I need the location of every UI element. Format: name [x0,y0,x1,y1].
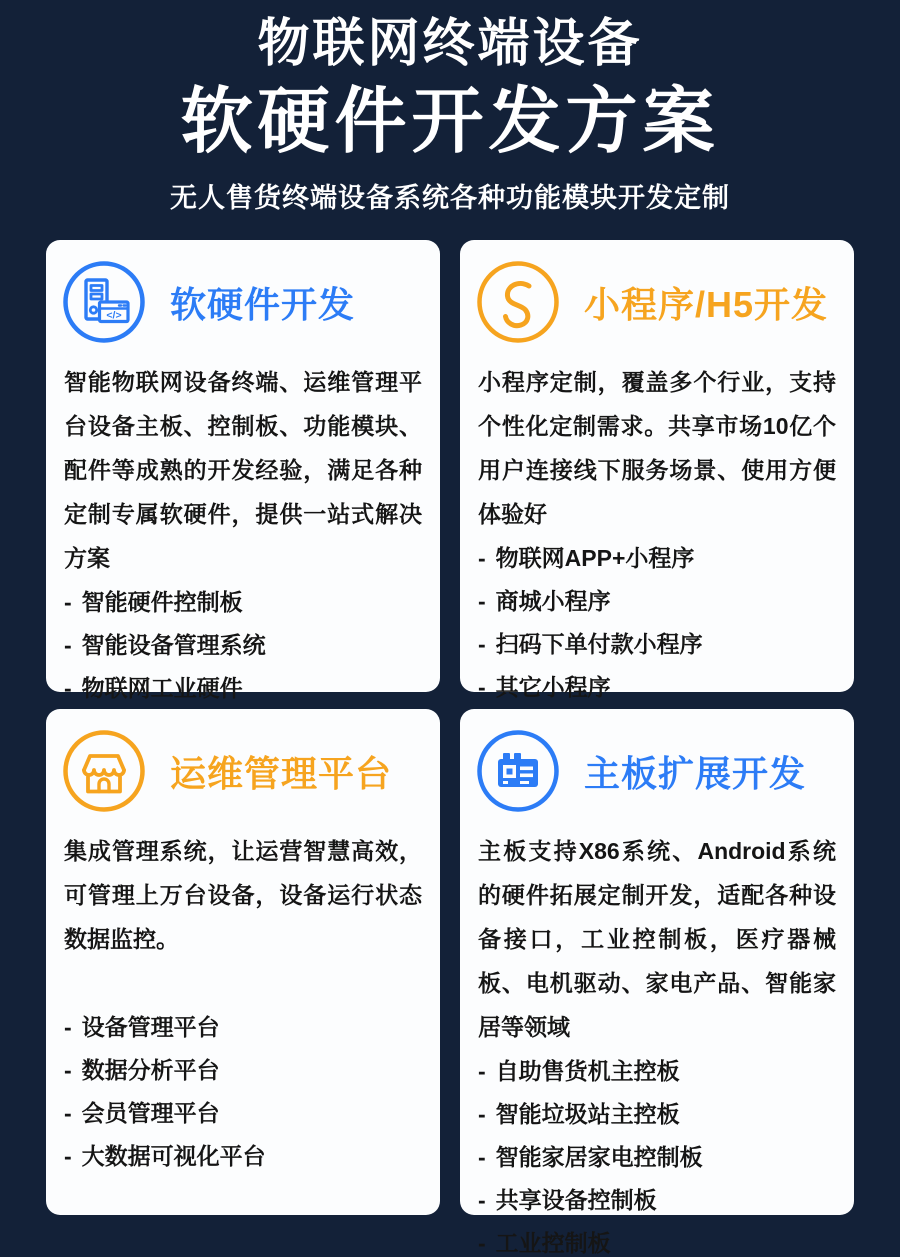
list-item [64,1099,422,1127]
list-item [478,630,836,658]
list-item [64,1056,422,1084]
bullet-dash: - [64,1057,72,1083]
list-item [478,1143,836,1171]
card-header [62,260,424,344]
list-item-label: 会员管理平台 [81,1100,220,1126]
card-title: 小程序/H5开发 [584,283,829,325]
list-item-label: 数据分析平台 [81,1057,220,1083]
card-mainboard-expansion-dev [460,709,854,1256]
list-item-label: 智能硬件控制板 [81,589,243,615]
list-item-label: 共享设备控制板 [495,1187,657,1213]
bullet-dash: - [64,632,72,658]
bullet-dash: - [478,545,486,571]
storefront-icon [62,729,146,813]
list-item-label: 自助售货机主控板 [495,1058,680,1084]
list-item [478,1100,836,1128]
list-item-label: 扫码下单付款小程序 [495,631,703,657]
bullet-dash: - [478,588,486,614]
list-item-label: 工业控制板 [495,1230,611,1256]
feature-list [476,1057,838,1257]
list-item [64,1013,422,1041]
card-description: 智能物联网设备终端、运维管理平台设备主板、控制板、功能模块、配件等成熟的开发经验，满足各种定制专属软硬件，提供一站式解决方案 [64,369,422,571]
list-item-label: 物联网工业硬件 [81,675,243,701]
hero-header [0,0,900,214]
bullet-dash: - [478,1187,486,1213]
bullet-dash: - [64,1014,72,1040]
feature-list [62,1013,424,1170]
card-miniprogram-h5-dev [460,240,854,700]
list-item-label: 智能垃圾站主控板 [495,1101,680,1127]
list-item-label: 商城小程序 [495,588,611,614]
card-description: 主板支持X86系统、Android系统的硬件拓展定制开发，适配各种设备接口，工业控制板，医疗器械板、电机驱动、家电产品、智能家居等领域 [478,838,836,1040]
card-title: 主板扩展开发 [584,752,807,794]
svg-text:</>: </> [106,309,122,322]
list-item [478,1186,836,1214]
bullet-dash: - [478,631,486,657]
list-item-label: 智能家居家电控制板 [495,1144,703,1170]
page-title-line1: 物联网终端设备 [257,15,643,73]
miniprogram-icon [476,260,560,344]
bullet-dash: - [64,675,72,701]
list-item [64,631,422,659]
list-item [478,673,836,701]
feature-list [476,544,838,701]
card-title: 软硬件开发 [170,283,356,325]
card-header [476,260,838,344]
computer-code-icon [62,260,146,344]
bullet-dash: - [478,1101,486,1127]
card-ops-management-platform [46,709,440,1215]
list-item-label: 设备管理平台 [81,1014,220,1040]
bullet-dash: - [478,674,486,700]
list-item [478,1057,836,1085]
list-item-label: 智能设备管理系统 [81,632,266,658]
list-item-label: 其它小程序 [495,674,611,700]
page-subtitle: 无人售货终端设备系统各种功能模块开发定制 [170,183,730,213]
bullet-dash: - [64,589,72,615]
list-item [478,1229,836,1257]
circuit-board-icon [476,729,560,813]
list-item [478,544,836,572]
card-software-hardware-dev [46,240,440,701]
card-title: 运维管理平台 [170,752,393,794]
solution-cards-grid [0,240,900,1256]
bullet-dash: - [478,1058,486,1084]
bullet-dash: - [478,1144,486,1170]
bullet-dash: - [64,1100,72,1126]
bullet-dash: - [478,1230,486,1256]
card-description: 小程序定制，覆盖多个行业，支持个性化定制需求。共享市场10亿个用户连接线下服务场景、使用方便体验好 [478,369,836,527]
card-header [62,729,424,813]
card-description: 集成管理系统，让运营智慧高效，可管理上万台设备，设备运行状态数据监控。 [64,838,422,952]
list-item-label: 大数据可视化平台 [81,1143,266,1169]
list-item [64,674,422,702]
list-item [64,588,422,616]
list-item [478,587,836,615]
list-item-label: 物联网APP+小程序 [495,545,695,571]
page-title-line2: 软硬件开发方案 [180,82,720,162]
list-item [64,1142,422,1170]
card-header [476,729,838,813]
bullet-dash: - [64,1143,72,1169]
